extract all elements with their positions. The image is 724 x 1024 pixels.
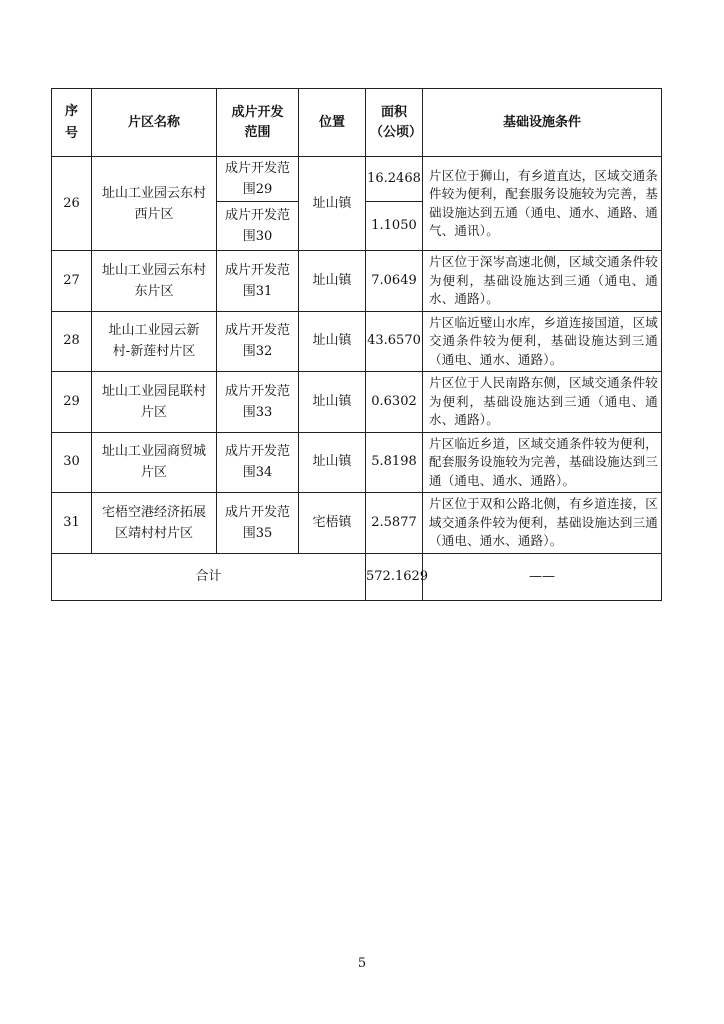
row-conditions: 片区位于双和公路北侧，有乡道连接，区域交通条件较为便利，基础设施达到三通（通电、通水、通路）。 (423, 493, 662, 554)
row-range: 成片开发范围32 (217, 311, 299, 372)
header-area: 面积（公顷） (366, 89, 423, 157)
row-conditions: 片区临近璧山水库，乡道连接国道，区域交通条件较为便利，基础设施达到三通（通电、通水、通路）。 (423, 311, 662, 372)
row-area: 2.5877 (366, 493, 423, 554)
row-range: 成片开发范围34 (217, 432, 299, 493)
row-area: 43.6570 (366, 311, 423, 372)
total-conditions: —— (423, 553, 662, 600)
row-location: 址山镇 (299, 432, 366, 493)
row-conditions: 片区临近乡道，区域交通条件较为便利，配套服务设施较为完善，基础设施达到三通（通电、通水、通路）。 (423, 432, 662, 493)
row-location: 址山镇 (299, 157, 366, 251)
row-conditions: 片区位于人民南路东侧，区域交通条件较为便利，基础设施达到三通（通电、通水、通路）。 (423, 372, 662, 433)
total-label: 合计 (52, 553, 366, 600)
total-row (52, 553, 662, 600)
row-location: 宅梧镇 (299, 493, 366, 554)
row-location: 址山镇 (299, 372, 366, 433)
row-name: 址山工业园昆联村片区 (92, 372, 217, 433)
table-row (52, 372, 662, 433)
header-seq: 序号 (52, 89, 92, 157)
row-area: 0.6302 (366, 372, 423, 433)
header-range: 成片开发范围 (217, 89, 299, 157)
row-range: 成片开发范围30 (217, 202, 299, 251)
row-name: 宅梧空港经济拓展区靖村村片区 (92, 493, 217, 554)
row-name: 址山工业园云新村-新莲村片区 (92, 311, 217, 372)
header-location: 位置 (299, 89, 366, 157)
row-conditions: 片区位于深岑高速北侧，区域交通条件较为便利，基础设施达到三通（通电、通水、通路）。 (423, 251, 662, 312)
total-area: 572.1629 (366, 553, 423, 600)
row-area: 16.2468 (366, 157, 423, 202)
row-location: 址山镇 (299, 311, 366, 372)
row-seq: 30 (52, 432, 92, 493)
row-conditions: 片区位于狮山，有乡道直达，区域交通条件较为便利，配套服务设施较为完善，基础设施达到五通（通电、通水、通路、通气、通讯）。 (423, 157, 662, 251)
row-name: 址山工业园云东村东片区 (92, 251, 217, 312)
row-area: 5.8198 (366, 432, 423, 493)
table-row (52, 432, 662, 493)
row-seq: 29 (52, 372, 92, 433)
row-range: 成片开发范围35 (217, 493, 299, 554)
row-range: 成片开发范围29 (217, 157, 299, 202)
table-row (52, 311, 662, 372)
header-name: 片区名称 (92, 89, 217, 157)
row-seq: 28 (52, 311, 92, 372)
row-range: 成片开发范围33 (217, 372, 299, 433)
row-location: 址山镇 (299, 251, 366, 312)
row-area: 1.1050 (366, 202, 423, 251)
row-seq: 27 (52, 251, 92, 312)
table-row (52, 157, 662, 202)
row-name: 址山工业园商贸城片区 (92, 432, 217, 493)
row-name: 址山工业园云东村西片区 (92, 157, 217, 251)
development-area-table (51, 88, 662, 601)
table-row (52, 251, 662, 312)
row-seq: 31 (52, 493, 92, 554)
page-number: 5 (357, 956, 367, 971)
row-area: 7.0649 (366, 251, 423, 312)
table-row (52, 493, 662, 554)
row-seq: 26 (52, 157, 92, 251)
header-row (52, 89, 662, 157)
header-conditions: 基础设施条件 (423, 89, 662, 157)
row-range: 成片开发范围31 (217, 251, 299, 312)
